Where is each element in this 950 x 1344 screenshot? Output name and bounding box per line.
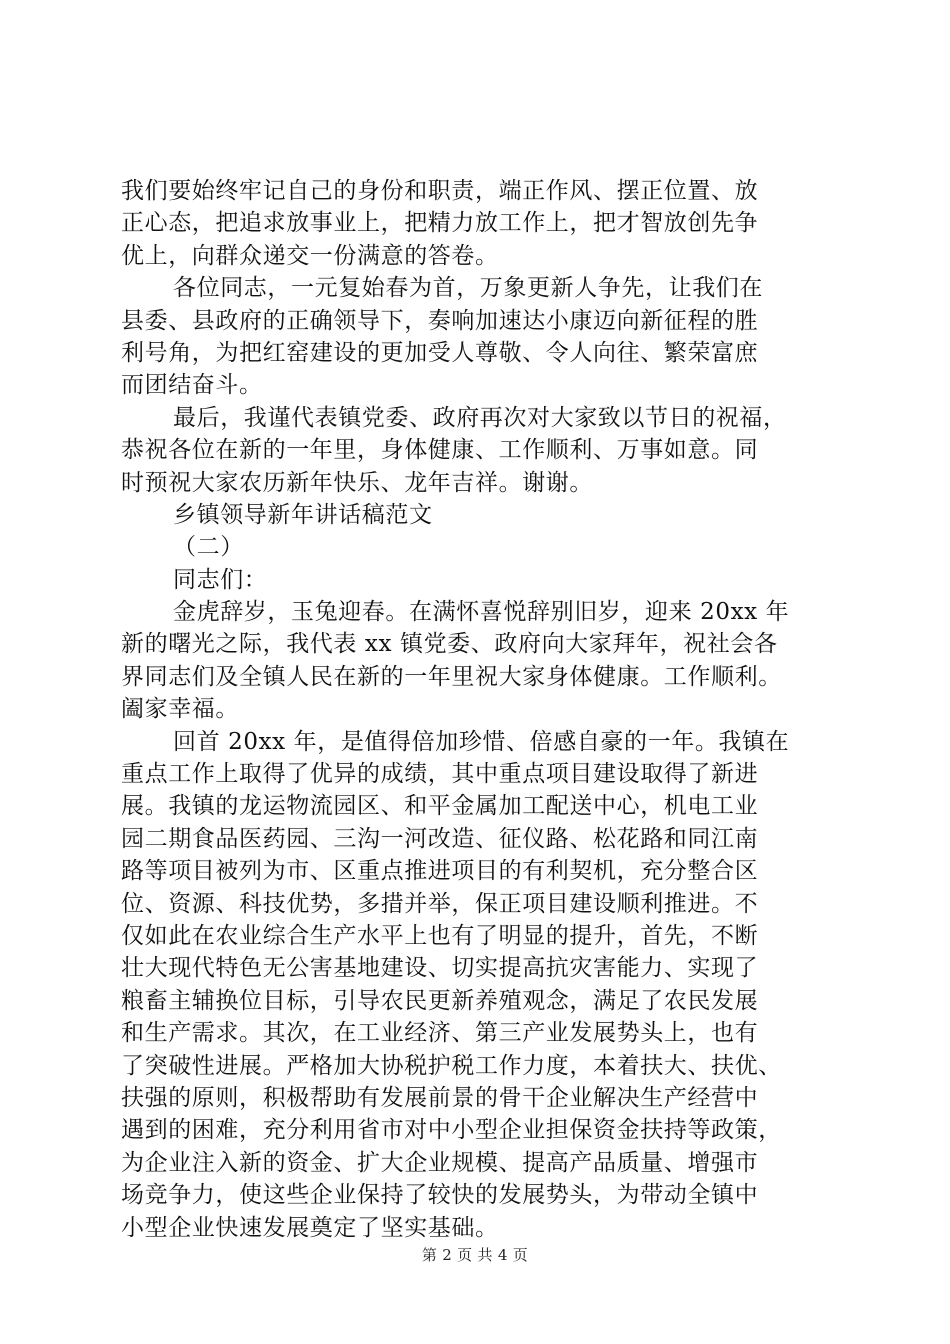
section-number: （二）	[173, 534, 244, 561]
text-line: 扶强的原则，积极帮助有发展前景的骨干企业解决生产经营中	[121, 1084, 759, 1111]
text-line: 而团结奋斗。	[121, 372, 263, 399]
text-line: 了突破性进展。严格加大协税护税工作力度，本着扶大、扶优、	[121, 1052, 782, 1079]
section-title: 乡镇领导新年讲话稿范文	[173, 501, 433, 528]
text-line: 壮大现代特色无公害基地建设、切实提高抗灾害能力、实现了	[121, 955, 759, 982]
text-line: 为企业注入新的资金、扩大企业规模、提高产品质量、增强市	[121, 1149, 759, 1176]
text-line: 时预祝大家农历新年快乐、龙年吉祥。谢谢。	[121, 469, 593, 496]
text-line: 县委、县政府的正确领导下，奏响加速达小康迈向新征程的胜	[121, 307, 759, 334]
text-line: 重点工作上取得了优异的成绩，其中重点项目建设取得了新进	[121, 761, 759, 788]
text-line: 路等项目被列为市、区重点推进项目的有利契机，充分整合区	[121, 858, 759, 885]
text-line: 恭祝各位在新的一年里，身体健康、工作顺利、万事如意。同	[121, 437, 759, 464]
text-line: 我们要始终牢记自己的身份和职责，端正作风、摆正位置、放	[121, 178, 759, 204]
text-line: 展。我镇的龙运物流园区、和平金属加工配送中心，机电工业	[121, 793, 759, 820]
text-line: 和生产需求。其次，在工业经济、第三产业发展势头上，也有	[121, 1020, 759, 1047]
text-line: 仅如此在农业综合生产水平上也有了明显的提升，首先，不断	[121, 922, 759, 949]
text-line: 阖家幸福。	[121, 696, 239, 723]
text-line: 回首 20xx 年，是值得倍加珍惜、倍感自豪的一年。我镇在	[173, 728, 790, 755]
text-line: 各位同志，一元复始春为首，万象更新人争先，让我们在	[173, 275, 763, 302]
document-body	[121, 175, 841, 1244]
text-line: 小型企业快速发展奠定了坚实基础。	[121, 1214, 499, 1241]
text-line: 界同志们及全镇人民在新的一年里祝大家身体健康。工作顺利。	[121, 663, 782, 690]
text-line: 利号角，为把红窑建设的更加受人尊敬、令人向往、繁荣富庶	[121, 339, 759, 366]
text-line: 园二期食品医药园、三沟一河改造、征仪路、松花路和同江南	[121, 825, 759, 852]
text-line: 新的曙光之际，我代表 xx 镇党委、政府向大家拜年，祝社会各	[121, 631, 778, 658]
text-line: 优上，向群众递交一份满意的答卷。	[121, 242, 499, 269]
salutation: 同志们：	[173, 566, 268, 593]
text-line: 粮畜主辅换位目标，引导农民更新养殖观念，满足了农民发展	[121, 987, 759, 1014]
page-footer	[0, 1244, 950, 1265]
text-line: 金虎辞岁，玉兔迎春。在满怀喜悦辞别旧岁，迎来 20xx 年	[173, 599, 790, 626]
text-line: 位、资源、科技优势，多措并举，保正项目建设顺利推进。不	[121, 890, 759, 917]
text-line: 遇到的困难，充分利用省市对中小型企业担保资金扶持等政策，	[121, 1117, 782, 1144]
text-line: 最后，我谨代表镇党委、政府再次对大家致以节日的祝福，	[173, 404, 787, 431]
text-line: 场竞争力，使这些企业保持了较快的发展势头，为带动全镇中	[121, 1182, 759, 1209]
page-number-label: 第 2 页 共 4 页	[421, 1246, 529, 1264]
text-line: 正心态，把追求放事业上，把精力放工作上，把才智放创先争	[121, 210, 759, 237]
